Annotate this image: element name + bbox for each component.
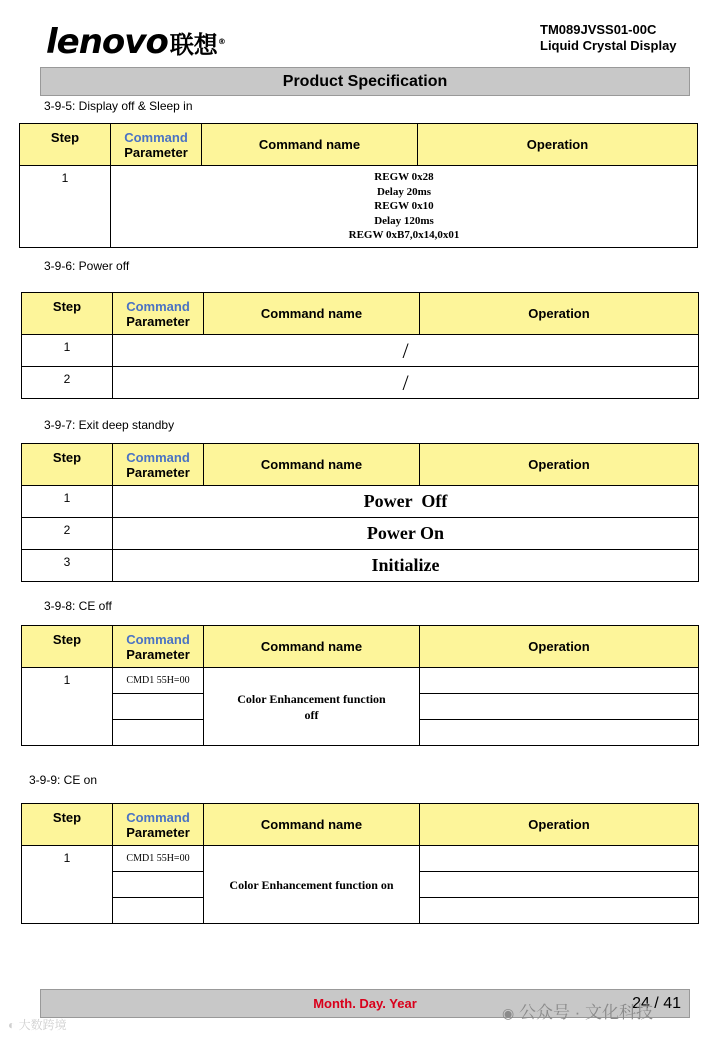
header-command-parameter: Command Parameter bbox=[111, 124, 202, 166]
parameter-cell bbox=[113, 872, 204, 898]
operation-cell bbox=[420, 668, 699, 694]
header-operation: Operation bbox=[420, 293, 699, 335]
header-command-name: Command name bbox=[202, 124, 418, 166]
register-sequence: REGW 0x28 Delay 20ms REGW 0x10 Delay 120ms REGW 0xB7,0x14,0x01 bbox=[111, 166, 698, 248]
table-ce-on bbox=[21, 803, 699, 924]
step-number: 2 bbox=[22, 367, 113, 399]
step-number: 1 bbox=[22, 335, 113, 367]
operation-power-on: Power On bbox=[113, 518, 699, 550]
command-parameter: CMD1 55H=00 bbox=[113, 846, 204, 872]
document-id bbox=[540, 22, 677, 54]
section-title-power-off: 3-9-6: Power off bbox=[44, 259, 130, 273]
header-command-parameter: Command Parameter bbox=[113, 293, 204, 335]
header-step: Step bbox=[22, 804, 113, 846]
header-command-parameter: Command Parameter bbox=[113, 804, 204, 846]
product-spec-banner: Product Specification bbox=[40, 67, 690, 96]
step-number: 3 bbox=[22, 550, 113, 582]
operation-cell bbox=[420, 898, 699, 924]
section-title-ce-on: 3-9-9: CE on bbox=[29, 773, 98, 787]
header-command-parameter: Command Parameter bbox=[113, 626, 204, 668]
doc-id-code: TM089JVSS01-00C bbox=[540, 22, 657, 37]
header-command-parameter: Command Parameter bbox=[113, 444, 204, 486]
step-number: 1 bbox=[22, 668, 113, 746]
command-name-ce-on: Color Enhancement function on bbox=[204, 846, 420, 924]
corner-watermark: ◐ 大数跨境 bbox=[8, 1018, 67, 1032]
header-operation: Operation bbox=[420, 626, 699, 668]
header-step: Step bbox=[22, 293, 113, 335]
step-number: 1 bbox=[20, 166, 111, 248]
step-number: 2 bbox=[22, 518, 113, 550]
header-command-name: Command name bbox=[204, 626, 420, 668]
empty-operation: / bbox=[113, 367, 699, 399]
parameter-cell bbox=[113, 694, 204, 720]
header-command-name: Command name bbox=[204, 444, 420, 486]
header-command-name: Command name bbox=[204, 293, 420, 335]
table-power-off bbox=[21, 292, 699, 399]
watermark-icon: ◐ bbox=[8, 1018, 16, 1032]
header-step: Step bbox=[22, 444, 113, 486]
empty-operation: / bbox=[113, 335, 699, 367]
table-display-off-sleep-in bbox=[19, 123, 698, 248]
step-number: 1 bbox=[22, 486, 113, 518]
operation-cell bbox=[420, 720, 699, 746]
parameter-cell bbox=[113, 898, 204, 924]
table-ce-off bbox=[21, 625, 699, 746]
section-title-ce-off: 3-9-8: CE off bbox=[44, 599, 112, 613]
section-title-exit-deep-standby: 3-9-7: Exit deep standby bbox=[44, 418, 175, 432]
section-title-display-off: 3-9-5: Display off & Sleep in bbox=[44, 99, 193, 113]
lenovo-logo: lenovo联想® bbox=[46, 22, 225, 62]
command-name-ce-off: Color Enhancement function off bbox=[204, 668, 420, 746]
header-step: Step bbox=[20, 124, 111, 166]
header-operation: Operation bbox=[420, 804, 699, 846]
footer-date: Month. Day. Year bbox=[313, 996, 417, 1011]
doc-type: Liquid Crystal Display bbox=[540, 38, 677, 53]
header-operation: Operation bbox=[420, 444, 699, 486]
operation-cell bbox=[420, 872, 699, 898]
operation-power-off: Power Off bbox=[113, 486, 699, 518]
header-step: Step bbox=[22, 626, 113, 668]
step-number: 1 bbox=[22, 846, 113, 924]
operation-initialize: Initialize bbox=[113, 550, 699, 582]
header-operation: Operation bbox=[418, 124, 698, 166]
operation-cell bbox=[420, 846, 699, 872]
parameter-cell bbox=[113, 720, 204, 746]
header-command-name: Command name bbox=[204, 804, 420, 846]
operation-cell bbox=[420, 694, 699, 720]
page-number: 24 / 41 bbox=[632, 995, 681, 1012]
table-exit-deep-standby bbox=[21, 443, 699, 582]
wechat-icon: ◉ bbox=[502, 1005, 515, 1021]
command-parameter: CMD1 55H=00 bbox=[113, 668, 204, 694]
wechat-watermark: ◉ 公众号 · 文化科技 bbox=[502, 1003, 654, 1022]
